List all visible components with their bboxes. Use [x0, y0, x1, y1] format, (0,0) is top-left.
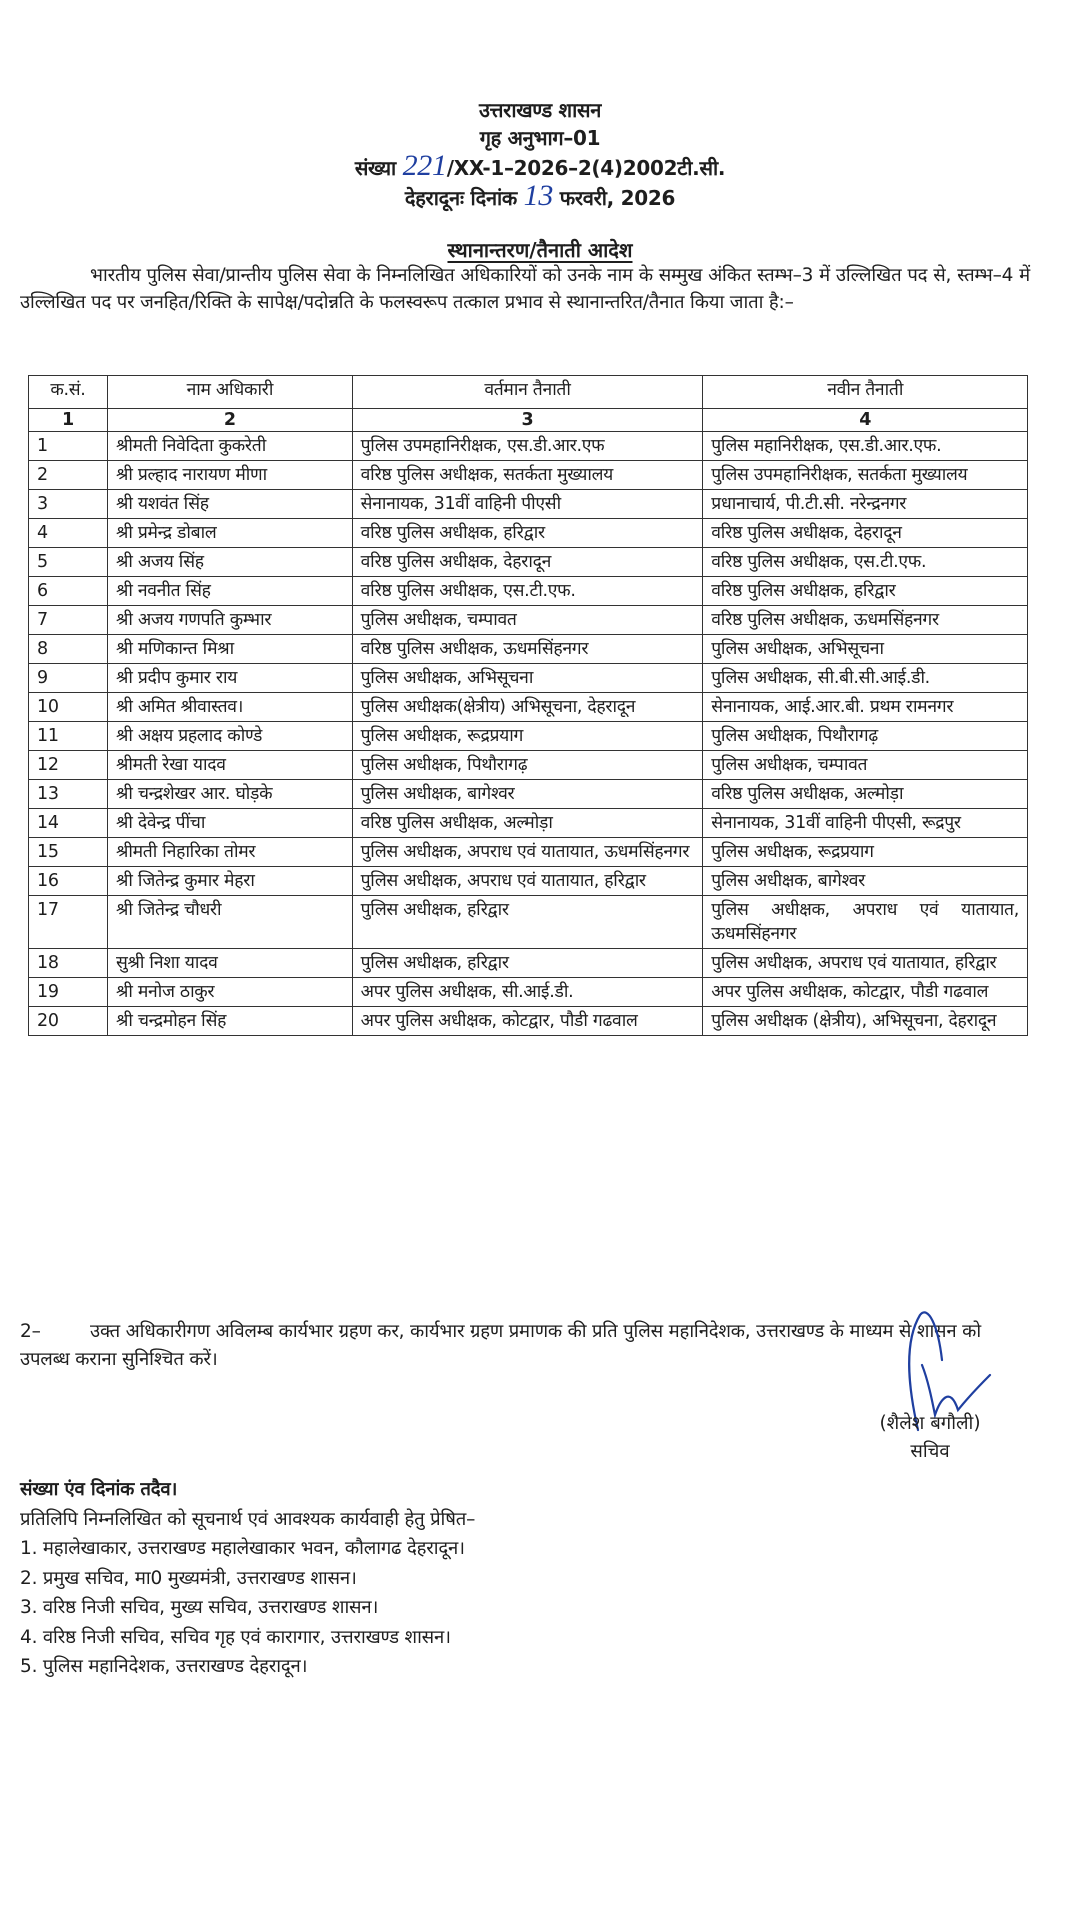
officer-name-cell: श्री प्रदीप कुमार राय — [107, 664, 352, 693]
order-date — [0, 179, 1080, 212]
instruction-paragraph — [20, 1318, 1030, 1374]
serial-number-cell: 11 — [29, 722, 108, 751]
current-posting-cell: वरिष्ठ पुलिस अधीक्षक, सतर्कता मुख्यालय — [352, 461, 703, 490]
officer-name-cell: श्री अक्षय प्रहलाद कोण्डे — [107, 722, 352, 751]
table-row — [29, 751, 1028, 780]
handwritten-date: 13 — [523, 179, 554, 212]
header-new-posting: नवीन तैनाती — [703, 376, 1028, 409]
table-row — [29, 490, 1028, 519]
current-posting-cell: वरिष्ठ पुलिस अधीक्षक, अल्मोड़ा — [352, 809, 703, 838]
serial-number-cell: 12 — [29, 751, 108, 780]
number-suffix: /XX-1–2026–2(4)2002टी.सी. — [446, 156, 726, 180]
current-posting-cell: वरिष्ठ पुलिस अधीक्षक, हरिद्वार — [352, 519, 703, 548]
serial-number-cell: 3 — [29, 490, 108, 519]
current-posting-cell: अपर पुलिस अधीक्षक, कोटद्वार, पौडी गढवाल — [352, 1007, 703, 1036]
current-posting-cell: पुलिस अधीक्षक, हरिद्वार — [352, 896, 703, 949]
table-row — [29, 635, 1028, 664]
table-row — [29, 867, 1028, 896]
officer-name-cell: श्री नवनीत सिंह — [107, 577, 352, 606]
table-row — [29, 978, 1028, 1007]
order-number — [0, 149, 1080, 182]
new-posting-cell: पुलिस अधीक्षक (क्षेत्रीय), अभिसूचना, देहरादून — [703, 1007, 1028, 1036]
new-posting-cell: पुलिस अधीक्षक, सी.बी.सी.आई.डी. — [703, 664, 1028, 693]
officer-name-cell: सुश्री निशा यादव — [107, 949, 352, 978]
serial-number-cell: 10 — [29, 693, 108, 722]
current-posting-cell: पुलिस अधीक्षक, रूद्रप्रयाग — [352, 722, 703, 751]
column-number: 1 — [29, 409, 108, 432]
table-row — [29, 722, 1028, 751]
recipient-item: 2. प्रमुख सचिव, मा0 मुख्यमंत्री, उत्तराखण्ड शासन। — [20, 1567, 357, 1589]
officer-name-cell: श्री अजय गणपति कुम्भार — [107, 606, 352, 635]
serial-number-cell: 15 — [29, 838, 108, 867]
serial-number-cell: 6 — [29, 577, 108, 606]
officer-name-cell: श्री प्रमेन्द्र डोबाल — [107, 519, 352, 548]
officer-name-cell: श्री अजय सिंह — [107, 548, 352, 577]
table-row — [29, 606, 1028, 635]
serial-number-cell: 16 — [29, 867, 108, 896]
table-row — [29, 693, 1028, 722]
officer-name-cell: श्री यशवंत सिंह — [107, 490, 352, 519]
new-posting-cell: पुलिस अधीक्षक, पिथौरागढ़ — [703, 722, 1028, 751]
new-posting-cell: वरिष्ठ पुलिस अधीक्षक, अल्मोड़ा — [703, 780, 1028, 809]
officer-name-cell: श्रीमती निवेदिता कुकरेती — [107, 432, 352, 461]
current-posting-cell: वरिष्ठ पुलिस अधीक्षक, एस.टी.एफ. — [352, 577, 703, 606]
new-posting-cell: पुलिस अधीक्षक, अपराध एवं यातायात, हरिद्वार — [703, 949, 1028, 978]
column-number: 3 — [352, 409, 703, 432]
recipient-item: 5. पुलिस महानिदेशक, उत्तराखण्ड देहरादून। — [20, 1656, 308, 1677]
table-row — [29, 838, 1028, 867]
copy-intro: प्रतिलिपि निम्नलिखित को सूचनार्थ एवं आवश्यक कार्यवाही हेतु प्रेषित– — [20, 1508, 476, 1530]
officer-name-cell: श्री मणिकान्त मिश्रा — [107, 635, 352, 664]
serial-number-cell: 8 — [29, 635, 108, 664]
paragraph-text: उक्त अधिकारीगण अविलम्ब कार्यभार ग्रहण कर, कार्यभार ग्रहण प्रमाणक की प्रति पुलिस महानिदेशक, उत्तराखण्ड के माध्यम से शासन को उपलब्ध कराना सुनिश्चित करें। — [20, 1321, 981, 1370]
serial-number-cell: 13 — [29, 780, 108, 809]
serial-number-cell: 1 — [29, 432, 108, 461]
officer-name-cell: श्री चन्द्रमोहन सिंह — [107, 1007, 352, 1036]
order-title: स्थानान्तरण/तैनाती आदेश — [447, 238, 633, 262]
new-posting-cell: वरिष्ठ पुलिस अधीक्षक, देहरादून — [703, 519, 1028, 548]
new-posting-cell: पुलिस महानिरीक्षक, एस.डी.आर.एफ. — [703, 432, 1028, 461]
current-posting-cell: पुलिस अधीक्षक, अपराध एवं यातायात, हरिद्वार — [352, 867, 703, 896]
officer-name-cell: श्री प्रल्हाद नारायण मीणा — [107, 461, 352, 490]
serial-number-cell: 2 — [29, 461, 108, 490]
current-posting-cell: पुलिस अधीक्षक, अभिसूचना — [352, 664, 703, 693]
transfer-table — [28, 375, 1028, 1036]
new-posting-cell: पुलिस अधीक्षक, अभिसूचना — [703, 635, 1028, 664]
officer-name-cell: श्री देवेन्द्र पींचा — [107, 809, 352, 838]
current-posting-cell: पुलिस अधीक्षक, चम्पावत — [352, 606, 703, 635]
table-row — [29, 432, 1028, 461]
table-row — [29, 664, 1028, 693]
recipient-item: 3. वरिष्ठ निजी सचिव, मुख्य सचिव, उत्तराखण्ड शासन। — [20, 1597, 379, 1618]
recipient-item: 1. महालेखाकार, उत्तराखण्ड महालेखाकार भवन, कौलागढ देहरादून। — [20, 1538, 465, 1559]
copy-section — [20, 1475, 920, 1682]
current-posting-cell: वरिष्ठ पुलिस अधीक्षक, ऊधमसिंहनगर — [352, 635, 703, 664]
current-posting-cell: पुलिस अधीक्षक, हरिद्वार — [352, 949, 703, 978]
current-posting-cell: पुलिस अधीक्षक(क्षेत्रीय) अभिसूचना, देहरादून — [352, 693, 703, 722]
new-posting-cell: पुलिस अधीक्षक, अपराध एवं यातायात, ऊधमसिंहनगर — [703, 896, 1028, 949]
table-row — [29, 949, 1028, 978]
current-posting-cell: पुलिस अधीक्षक, अपराध एवं यातायात, ऊधमसिंहनगर — [352, 838, 703, 867]
new-posting-cell: वरिष्ठ पुलिस अधीक्षक, हरिद्वार — [703, 577, 1028, 606]
officer-name-cell: श्री चन्द्रशेखर आर. घोड़के — [107, 780, 352, 809]
recipient-item: 4. वरिष्ठ निजी सचिव, सचिव गृह एवं कारागार, उत्तराखण्ड शासन। — [20, 1626, 451, 1648]
serial-number-cell: 19 — [29, 978, 108, 1007]
letterhead — [0, 96, 1080, 212]
serial-number-cell: 4 — [29, 519, 108, 548]
serial-number-cell: 17 — [29, 896, 108, 949]
table-row — [29, 896, 1028, 949]
new-posting-cell: सेनानायक, आई.आर.बी. प्रथम रामनगर — [703, 693, 1028, 722]
new-posting-cell: पुलिस उपमहानिरीक्षक, सतर्कता मुख्यालय — [703, 461, 1028, 490]
officer-name-cell: श्री जितेन्द्र कुमार मेहरा — [107, 867, 352, 896]
column-number-row — [29, 409, 1028, 432]
officer-name-cell: श्रीमती रेखा यादव — [107, 751, 352, 780]
table-row — [29, 809, 1028, 838]
header-serial: क.सं. — [29, 376, 108, 409]
current-posting-cell: वरिष्ठ पुलिस अधीक्षक, देहरादून — [352, 548, 703, 577]
date-prefix: देहरादूनः दिनांक — [404, 186, 517, 210]
column-number: 4 — [703, 409, 1028, 432]
current-posting-cell: पुलिस उपमहानिरीक्षक, एस.डी.आर.एफ — [352, 432, 703, 461]
new-posting-cell: प्रधानाचार्य, पी.टी.सी. नरेन्द्रनगर — [703, 490, 1028, 519]
signatory-name: (शैलेश बगौली) — [879, 1413, 981, 1434]
officer-name-cell: श्री मनोज ठाकुर — [107, 978, 352, 1007]
serial-number-cell: 7 — [29, 606, 108, 635]
current-posting-cell: पुलिस अधीक्षक, पिथौरागढ़ — [352, 751, 703, 780]
paragraph-number: 2– — [20, 1321, 41, 1342]
current-posting-cell: पुलिस अधीक्षक, बागेश्वर — [352, 780, 703, 809]
table-row — [29, 780, 1028, 809]
intro-paragraph: भारतीय पुलिस सेवा/प्रान्तीय पुलिस सेवा के निम्नलिखित अधिकारियों को उनके नाम के सम्मुख अंकित स्तम्भ–3 में उल्लिखित पद से, स्तम्भ–4 में उल्लिखित पद पर जनहित/रिक्ति के सापेक्ष/पदोन्नति के फलस्वरूप तत्काल प्रभाव से स्थानान्तरित/तैनात किया जाता है:– — [20, 265, 1030, 313]
new-posting-cell: पुलिस अधीक्षक, बागेश्वर — [703, 867, 1028, 896]
officer-name-cell: श्रीमती निहारिका तोमर — [107, 838, 352, 867]
signatory-designation: सचिव — [910, 1441, 950, 1462]
table-row — [29, 577, 1028, 606]
section-name: गृह अनुभाग–01 — [479, 126, 601, 150]
copy-reference: संख्या एंव दिनांक तदैव। — [20, 1479, 178, 1500]
column-number: 2 — [107, 409, 352, 432]
table-row — [29, 1007, 1028, 1036]
recipient-list — [20, 1534, 920, 1682]
header-current-posting: वर्तमान तैनाती — [352, 376, 703, 409]
new-posting-cell: पुलिस अधीक्षक, चम्पावत — [703, 751, 1028, 780]
new-posting-cell: अपर पुलिस अधीक्षक, कोटद्वार, पौडी गढवाल — [703, 978, 1028, 1007]
table-header-row — [29, 376, 1028, 409]
handwritten-number: 221 — [402, 149, 447, 182]
header-name: नाम अधिकारी — [107, 376, 352, 409]
officer-name-cell: श्री जितेन्द्र चौधरी — [107, 896, 352, 949]
new-posting-cell: वरिष्ठ पुलिस अधीक्षक, एस.टी.एफ. — [703, 548, 1028, 577]
serial-number-cell: 5 — [29, 548, 108, 577]
date-suffix: फरवरी, 2026 — [559, 186, 676, 210]
serial-number-cell: 20 — [29, 1007, 108, 1036]
table-row — [29, 548, 1028, 577]
table-row — [29, 461, 1028, 490]
table-row — [29, 519, 1028, 548]
serial-number-cell: 18 — [29, 949, 108, 978]
current-posting-cell: सेनानायक, 31वीं वाहिनी पीएसी — [352, 490, 703, 519]
number-label: संख्या — [354, 156, 396, 180]
serial-number-cell: 14 — [29, 809, 108, 838]
new-posting-cell: पुलिस अधीक्षक, रूद्रप्रयाग — [703, 838, 1028, 867]
signatory-block — [830, 1410, 1030, 1466]
new-posting-cell: सेनानायक, 31वीं वाहिनी पीएसी, रूद्रपुर — [703, 809, 1028, 838]
current-posting-cell: अपर पुलिस अधीक्षक, सी.आई.डी. — [352, 978, 703, 1007]
serial-number-cell: 9 — [29, 664, 108, 693]
officer-name-cell: श्री अमित श्रीवास्तव। — [107, 693, 352, 722]
new-posting-cell: वरिष्ठ पुलिस अधीक्षक, ऊधमसिंहनगर — [703, 606, 1028, 635]
government-name: उत्तराखण्ड शासन — [478, 98, 602, 122]
